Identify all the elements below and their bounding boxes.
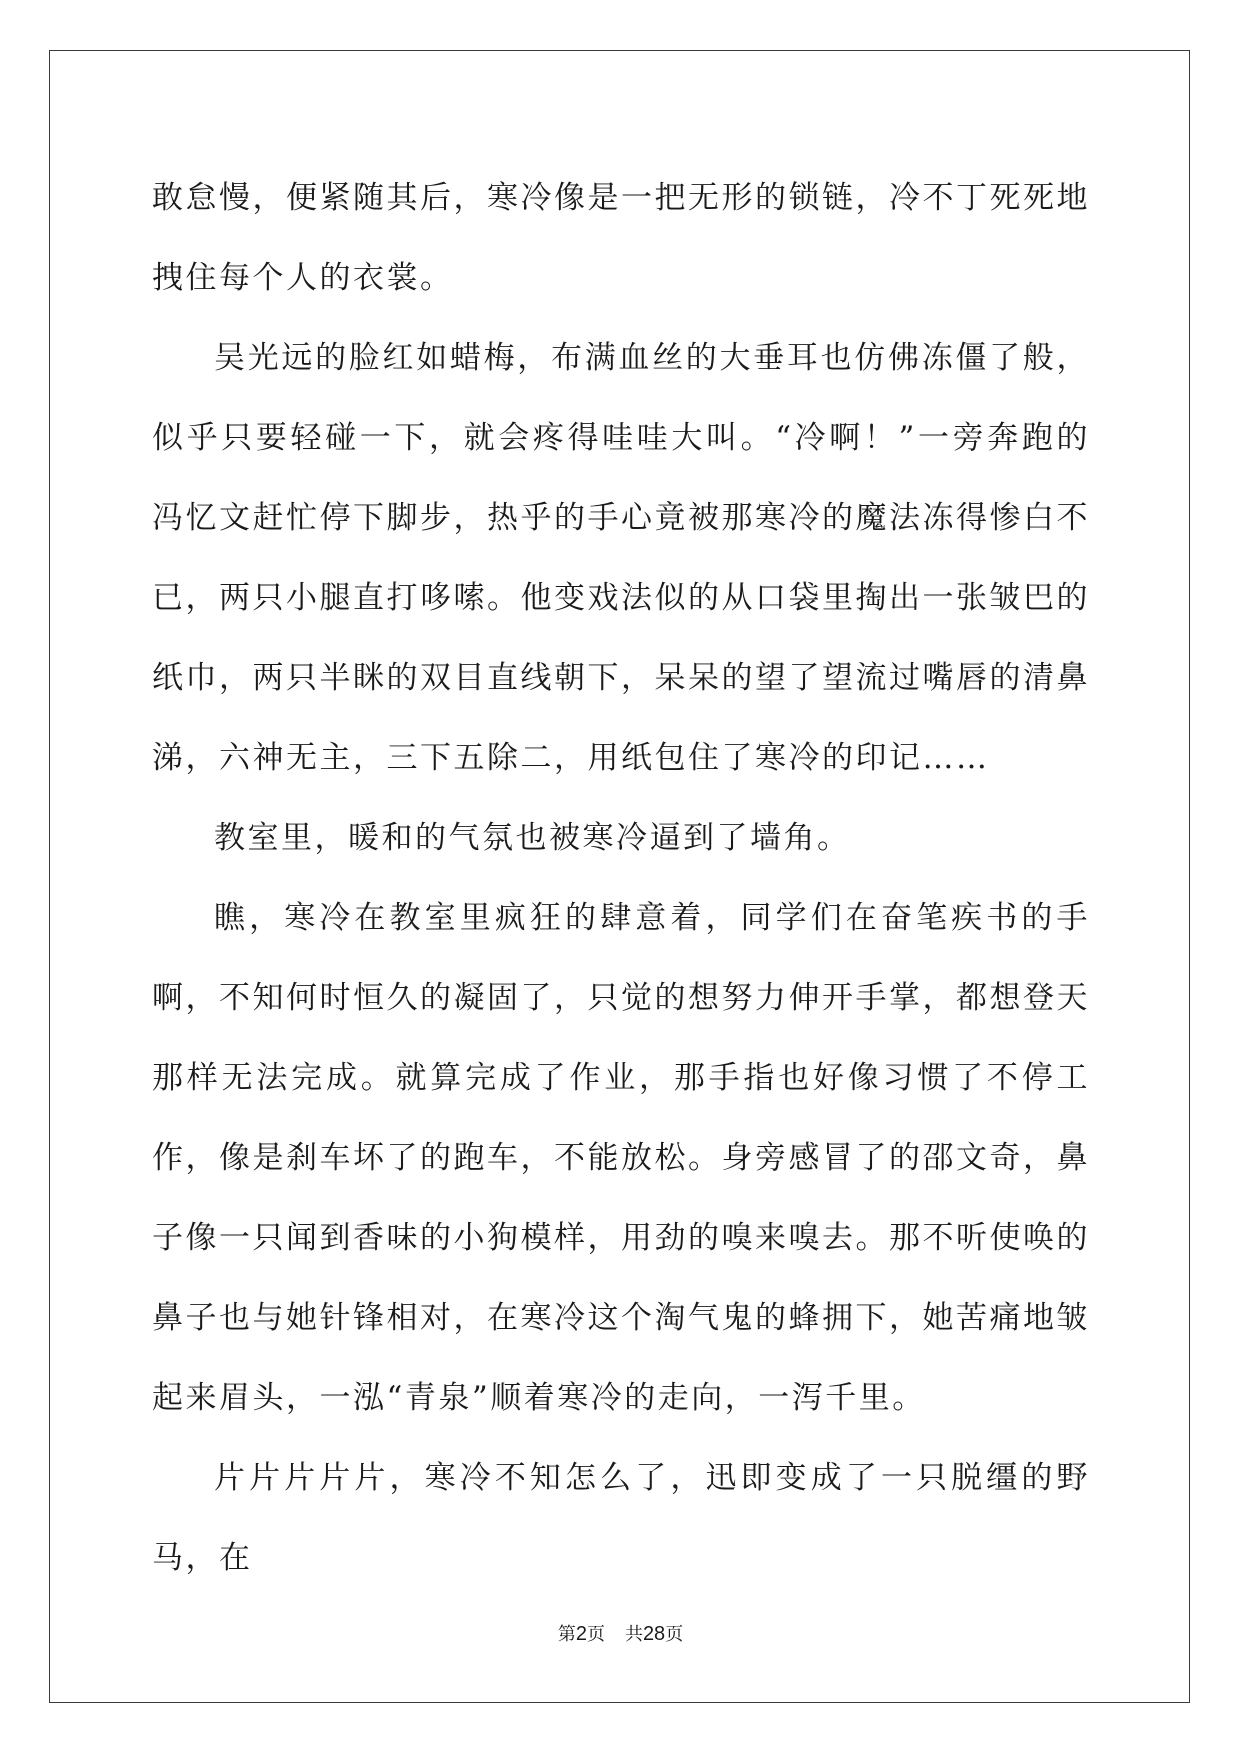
document-body — [152, 158, 1090, 1598]
paragraph-2: 吴光远的脸红如蜡梅，布满血丝的大垂耳也仿佛冻僵了般，似乎只要轻碰一下，就会疼得哇哇大叫。“冷啊！”一旁奔跑的冯忆文赶忙停下脚步，热乎的手心竟被那寒冷的魔法冻得惨白不已，两只小腿直打哆嗦。他变戏法似的从口袋里掏出一张皱巴的纸巾，两只半眯的双目直线朝下，呆呆的望了望流过嘴唇的清鼻涕，六神无主，三下五除二，用纸包住了寒冷的印记…… — [152, 340, 1090, 776]
page-footer — [0, 1620, 1241, 1646]
paragraph-5: 片片片片片，寒冷不知怎么了，迅即变成了一只脱缰的野马，在 — [152, 1460, 1090, 1576]
paragraph-3: 教室里，暖和的气氛也被寒冷逼到了墙角。 — [214, 820, 851, 856]
current-page-number: 2 — [575, 1623, 587, 1645]
page-prefix: 第 — [557, 1624, 576, 1645]
total-page-count: 28 — [642, 1623, 666, 1645]
total-suffix: 页 — [665, 1624, 684, 1645]
paragraph-1: 敢怠慢，便紧随其后，寒冷像是一把无形的锁链，冷不丁死死地拽住每个人的衣裳。 — [152, 180, 1090, 296]
paragraph-4: 瞧，寒冷在教室里疯狂的肆意着，同学们在奋笔疾书的手啊，不知何时恒久的凝固了，只觉的想努力伸开手掌，都想登天那样无法完成。就算完成了作业，那手指也好像习惯了不停工作，像是刹车坏了的跑车，不能放松。身旁感冒了的邵文奇，鼻子像一只闻到香味的小狗模样，用劲的嗅来嗅去。那不听使唤的鼻子也与她针锋相对，在寒冷这个淘气鬼的蜂拥下，她苦痛地皱起来眉头，一泓“青泉”顺着寒冷的走向，一泻千里。 — [152, 900, 1090, 1416]
total-prefix: 共 — [624, 1624, 643, 1645]
page-suffix: 页 — [586, 1624, 605, 1645]
